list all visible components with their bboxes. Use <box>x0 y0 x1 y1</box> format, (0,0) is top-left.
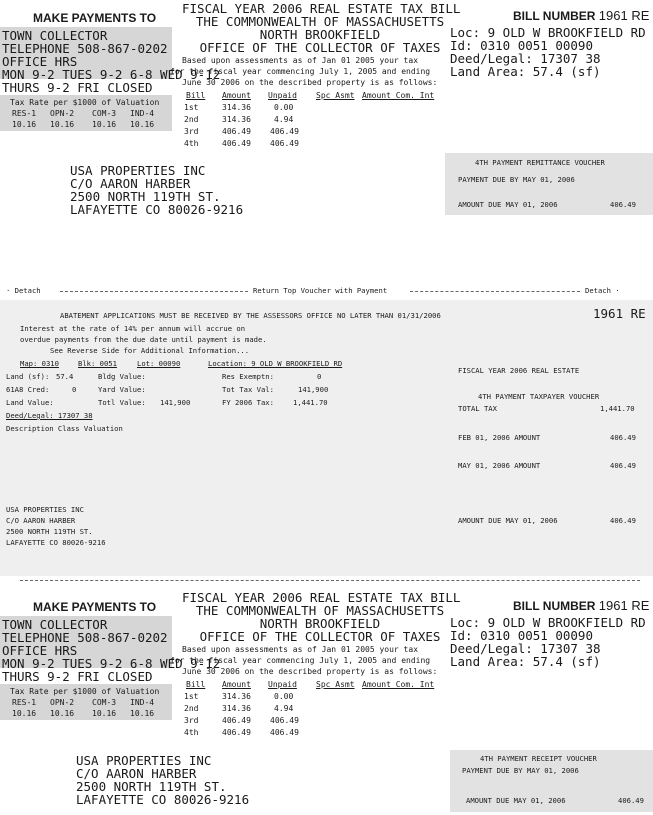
land-area-line: Land Area: 57.4 (sf) <box>450 64 601 79</box>
voucher-line: AMOUNT DUE MAY 01, 2006 <box>458 200 558 209</box>
installment-amount: 406.49 <box>222 127 251 136</box>
collector-line: OFFICE HRS <box>2 643 78 658</box>
collector-line: TOWN COLLECTOR <box>2 28 108 43</box>
deed-line: Deed/Legal: 17307 38 <box>450 51 601 66</box>
stub-right-label: FEB 01, 2006 AMOUNT <box>458 433 541 442</box>
bill-title: FISCAL YEAR 2006 REAL ESTATE TAX BILL <box>182 1 461 16</box>
stub-label: Bldg Value: <box>98 372 146 381</box>
stub-label: Yard Value: <box>98 385 146 394</box>
voucher-line: PAYMENT DUE BY MAY 01, 2006 <box>462 766 579 775</box>
rate-value: 10.16 <box>12 709 37 718</box>
rate-header: OPN-2 <box>50 698 75 707</box>
collector-line: TOWN COLLECTOR <box>2 617 108 632</box>
collector-line: TELEPHONE 508-867-0202 <box>2 41 168 56</box>
installment-unpaid: 4.94 <box>274 704 294 713</box>
bill-title: FISCAL YEAR 2006 REAL ESTATE TAX BILL <box>182 590 461 605</box>
rate-header: RES-1 <box>12 109 37 118</box>
stub-voucher-title: 4TH PAYMENT TAXPAYER VOUCHER <box>478 392 600 401</box>
stub-right-title: FISCAL YEAR 2006 REAL ESTATE <box>458 366 580 375</box>
stub-right-label: MAY 01, 2006 AMOUNT <box>458 461 541 470</box>
dash-rule <box>60 291 248 292</box>
based-line: June 30 2006 on the described property is as follows: <box>182 78 438 87</box>
bill-number: 1961 RE <box>598 598 650 613</box>
stub-owner-line: LAFAYETTE CO 80026-9216 <box>6 538 106 547</box>
rate-title: Tax Rate per $1000 of Valuation <box>10 98 160 107</box>
rate-header: OPN-2 <box>50 109 75 118</box>
rate-header: IND-4 <box>130 698 155 707</box>
voucher-line: AMOUNT DUE MAY 01, 2006 <box>466 796 566 805</box>
bill-title: NORTH BROOKFIELD <box>259 27 381 42</box>
rate-value: 10.16 <box>50 120 75 129</box>
rate-value: 10.16 <box>12 120 37 129</box>
bill-title: OFFICE OF THE COLLECTOR OF TAXES <box>199 40 441 55</box>
block-field: Blk: 0051 <box>78 359 117 368</box>
interest-line: overdue payments from the due date until payment is made. <box>20 335 267 344</box>
stub-label: Tot Tax Val: <box>222 385 274 394</box>
make-payments-label: MAKE PAYMENTS TO <box>33 11 157 25</box>
make-payments-label: MAKE PAYMENTS TO <box>33 600 157 614</box>
installment-unpaid: 0.00 <box>274 103 294 112</box>
installment-amount: 314.36 <box>222 704 251 713</box>
voucher-amount: 406.49 <box>610 200 636 209</box>
land-area-line: Land Area: 57.4 (sf) <box>450 654 601 669</box>
stub-right-value: 406.49 <box>610 516 636 525</box>
rate-value: 10.16 <box>130 709 155 718</box>
bill-title: THE COMMONWEALTH OF MASSACHUSETTS <box>195 603 445 618</box>
installment-unpaid: 406.49 <box>270 139 299 148</box>
installment-amount: 314.36 <box>222 692 251 701</box>
rate-value: 10.16 <box>50 709 75 718</box>
col-header: Amount <box>222 680 251 689</box>
stub-deed: Deed/Legal: 17307 38 <box>6 411 93 420</box>
installment-bill: 1st <box>184 692 199 701</box>
detach-center: Return Top Voucher with Payment <box>253 286 388 295</box>
collector-line: MON 9-2 TUES 9-2 6-8 WED 9-12 <box>2 67 221 82</box>
based-line: Based upon assessments as of Jan 01 2005 your tax <box>182 56 419 65</box>
stub-value: 0 <box>72 385 77 394</box>
description-header: Description Class Valuation <box>6 424 123 433</box>
rate-value: 10.16 <box>130 120 155 129</box>
based-line: for the fiscal year commencing July 1, 2005 and ending <box>170 656 431 665</box>
installment-unpaid: 406.49 <box>270 716 299 725</box>
installment-bill: 4th <box>184 139 199 148</box>
installment-bill: 3rd <box>184 127 199 136</box>
lot-field: Lot: 00090 <box>137 359 181 368</box>
rate-value: 10.16 <box>92 120 117 129</box>
voucher-line: PAYMENT DUE BY MAY 01, 2006 <box>458 175 575 184</box>
voucher-amount: 406.49 <box>618 796 644 805</box>
col-header: Spc Asmt <box>316 680 355 689</box>
stub-right-label: AMOUNT DUE MAY 01, 2006 <box>458 516 558 525</box>
installment-unpaid: 4.94 <box>274 115 294 124</box>
based-line: June 30 2006 on the described property is as follows: <box>182 667 438 676</box>
based-line: for the fiscal year commencing July 1, 2005 and ending <box>170 67 431 76</box>
collector-line: THURS 9-2 FRI CLOSED <box>2 80 153 95</box>
stub-value: 141,900 <box>160 398 191 407</box>
id-line: Id: 0310 0051 00090 <box>450 628 593 643</box>
owner-line: 2500 NORTH 119TH ST. <box>76 779 227 794</box>
stub-right-value: 406.49 <box>610 461 636 470</box>
separator-rule <box>20 580 640 581</box>
stub-owner-line: C/O AARON HARBER <box>6 516 76 525</box>
rate-header: COM-3 <box>92 698 117 707</box>
map-field: Map: 0310 <box>20 359 59 368</box>
col-header: Spc Asmt <box>316 91 355 100</box>
owner-line: C/O AARON HARBER <box>70 176 191 191</box>
loc-line: Loc: 9 OLD W BROOKFIELD RD <box>450 615 646 630</box>
installment-amount: 406.49 <box>222 139 251 148</box>
installment-bill: 2nd <box>184 115 199 124</box>
installment-unpaid: 0.00 <box>274 692 294 701</box>
installment-amount: 314.36 <box>222 103 251 112</box>
id-line: Id: 0310 0051 00090 <box>450 38 593 53</box>
installment-unpaid: 406.49 <box>270 728 299 737</box>
location-field: Location: 9 OLD W BROOKFIELD RD <box>208 359 343 368</box>
detach-left: · Detach <box>6 286 41 295</box>
installment-bill: 1st <box>184 103 199 112</box>
owner-line: 2500 NORTH 119TH ST. <box>70 189 221 204</box>
installment-bill: 4th <box>184 728 199 737</box>
stub-label: 61A8 Cred: <box>6 385 50 394</box>
loc-line: Loc: 9 OLD W BROOKFIELD RD <box>450 25 646 40</box>
col-header: Amount <box>222 91 251 100</box>
detach-right: Detach · <box>585 286 620 295</box>
collector-line: OFFICE HRS <box>2 54 78 69</box>
stub-label: FY 2006 Tax: <box>222 398 274 407</box>
owner-line: C/O AARON HARBER <box>76 766 197 781</box>
col-header: Bill <box>186 91 206 100</box>
col-header: Amount Com. Int <box>362 91 435 100</box>
stub-right-label: TOTAL TAX <box>458 404 497 413</box>
stub-label: Res Exemptn: <box>222 372 274 381</box>
col-header: Bill <box>186 680 206 689</box>
rate-title: Tax Rate per $1000 of Valuation <box>10 687 160 696</box>
collector-line: MON 9-2 TUES 9-2 6-8 WED 9-12 <box>2 656 221 671</box>
deed-line: Deed/Legal: 17307 38 <box>450 641 601 656</box>
installment-amount: 406.49 <box>222 716 251 725</box>
installment-bill: 2nd <box>184 704 199 713</box>
stub-value: 0 <box>317 372 322 381</box>
bill-title: THE COMMONWEALTH OF MASSACHUSETTS <box>195 14 445 29</box>
rate-value: 10.16 <box>92 709 117 718</box>
owner-line: LAFAYETTE CO 80026-9216 <box>76 792 250 807</box>
interest-line: See Reverse Side for Additional Information... <box>50 346 250 355</box>
installment-amount: 314.36 <box>222 115 251 124</box>
stub-right-value: 406.49 <box>610 433 636 442</box>
stub-label: Totl Value: <box>98 398 146 407</box>
installment-amount: 406.49 <box>222 728 251 737</box>
interest-line: Interest at the rate of 14% per annum will accrue on <box>20 324 246 333</box>
installment-bill: 3rd <box>184 716 199 725</box>
stub-owner-line: 2500 NORTH 119TH ST. <box>6 527 93 536</box>
stub-owner-line: USA PROPERTIES INC <box>6 505 84 514</box>
based-line: Based upon assessments as of Jan 01 2005 your tax <box>182 645 419 654</box>
bill-title: NORTH BROOKFIELD <box>259 616 381 631</box>
voucher-line: 4TH PAYMENT RECEIPT VOUCHER <box>480 754 597 763</box>
stub-label: Land (sf): <box>6 372 50 381</box>
bill-title: OFFICE OF THE COLLECTOR OF TAXES <box>199 629 441 644</box>
bill-number: 1961 RE <box>598 8 650 23</box>
abatement-notice: ABATEMENT APPLICATIONS MUST BE RECEIVED BY THE ASSESSORS OFFICE NO LATER THAN 01/31/2006 <box>60 311 441 320</box>
collector-line: TELEPHONE 508-867-0202 <box>2 630 168 645</box>
col-header: Unpaid <box>268 680 297 689</box>
stub-label: Land Value: <box>6 398 54 407</box>
stub-value: 141,900 <box>298 385 329 394</box>
collector-line: THURS 9-2 FRI CLOSED <box>2 669 153 684</box>
rate-header: IND-4 <box>130 109 155 118</box>
stub-bill-number: 1961 RE <box>593 306 646 321</box>
bill-number-label: BILL NUMBER 1961 RE <box>513 598 650 613</box>
stub-right-value: 1,441.70 <box>600 404 635 413</box>
dash-rule <box>410 291 580 292</box>
stub-value: 1,441.70 <box>293 398 328 407</box>
rate-header: COM-3 <box>92 109 117 118</box>
owner-line: USA PROPERTIES INC <box>70 163 206 178</box>
stub-value: 57.4 <box>56 372 74 381</box>
owner-line: USA PROPERTIES INC <box>76 753 212 768</box>
col-header: Unpaid <box>268 91 297 100</box>
installment-unpaid: 406.49 <box>270 127 299 136</box>
col-header: Amount Com. Int <box>362 680 435 689</box>
bill-number-label: BILL NUMBER 1961 RE <box>513 8 650 23</box>
owner-line: LAFAYETTE CO 80026-9216 <box>70 202 244 217</box>
voucher-line: 4TH PAYMENT REMITTANCE VOUCHER <box>475 158 605 167</box>
rate-header: RES-1 <box>12 698 37 707</box>
